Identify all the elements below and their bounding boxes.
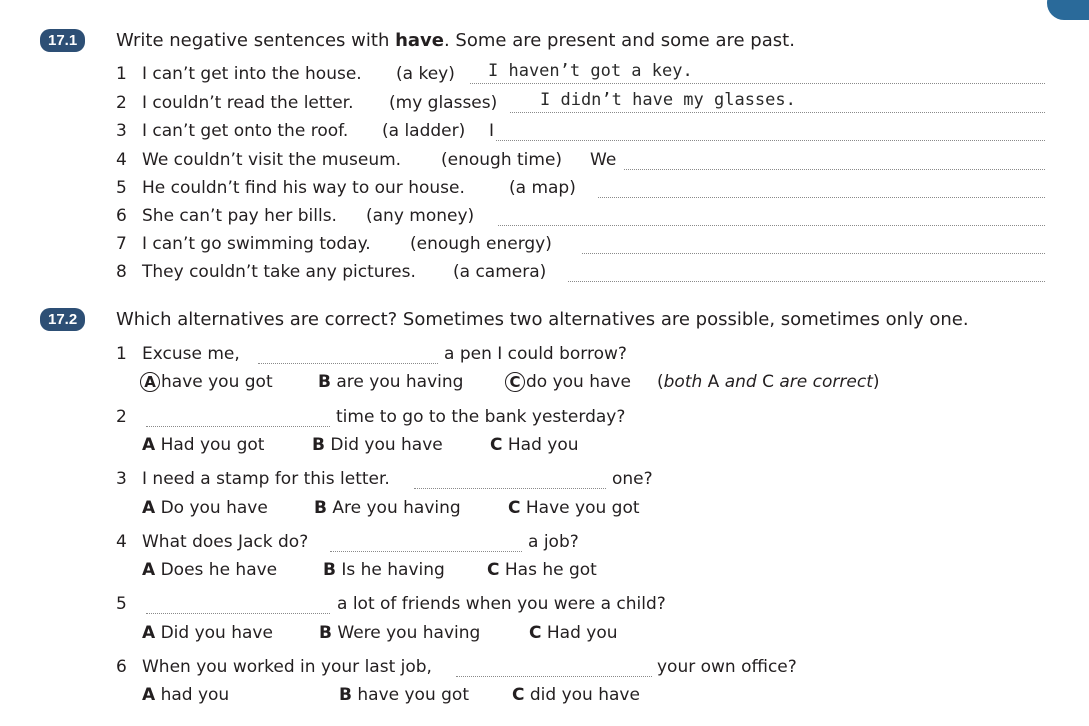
answer-blank[interactable] <box>510 111 1045 113</box>
answer-blank[interactable] <box>146 425 330 427</box>
option-a[interactable]: A Had you got <box>142 435 265 455</box>
answer-blank[interactable] <box>568 280 1045 282</box>
option-b[interactable]: B Are you having <box>314 498 461 518</box>
option-c[interactable]: C do you have <box>505 371 631 393</box>
option-b[interactable]: B have you got <box>339 685 469 705</box>
answer-blank[interactable] <box>470 82 1045 84</box>
item-sentence: I can’t get into the house. <box>142 64 362 84</box>
option-a[interactable]: A had you <box>142 685 230 705</box>
question-text-after: one? <box>612 469 653 489</box>
option-c[interactable]: C Have you got <box>508 498 640 518</box>
item-sentence: She can’t pay her bills. <box>142 206 337 226</box>
item-sentence: I can’t get onto the roof. <box>142 121 349 141</box>
item-number: 1 <box>116 64 127 84</box>
circled-letter-a: A <box>140 372 160 392</box>
option-c[interactable]: C Had you <box>490 435 579 455</box>
option-c[interactable]: C Has he got <box>487 560 597 580</box>
answer-blank[interactable] <box>258 362 438 364</box>
question-text-after: your own office? <box>657 657 797 677</box>
exercise-badge-17-2: 17.2 <box>40 308 85 331</box>
circled-letter-c: C <box>505 372 525 392</box>
answer-blank[interactable] <box>498 224 1045 226</box>
item-number: 8 <box>116 262 127 282</box>
exercise-badge-17-1: 17.1 <box>40 29 85 52</box>
item-starter: I <box>489 121 495 141</box>
item-sentence: They couldn’t take any pictures. <box>142 262 416 282</box>
answer-blank[interactable] <box>496 139 1045 141</box>
item-number: 3 <box>116 121 127 141</box>
item-cue: (a map) <box>509 178 576 198</box>
question-text-after: a pen I could borrow? <box>444 344 627 364</box>
option-c[interactable]: C did you have <box>512 685 640 705</box>
option-b[interactable]: B Were you having <box>319 623 481 643</box>
handwritten-answer: I haven’t got a key. <box>488 61 693 81</box>
item-cue: (enough energy) <box>410 234 552 254</box>
answer-blank[interactable] <box>582 252 1045 254</box>
option-b[interactable]: B are you having <box>318 372 464 392</box>
option-b[interactable]: B Is he having <box>323 560 445 580</box>
exercise-17-2-instruction: Which alternatives are correct? Sometimes two alternatives are possible, sometimes only one. <box>116 309 969 330</box>
item-cue: (my glasses) <box>389 93 498 113</box>
question-text-after: a job? <box>528 532 579 552</box>
answer-blank[interactable] <box>624 168 1045 170</box>
answer-note: (both A and C are correct) <box>657 372 880 392</box>
question-text-before: I need a stamp for this letter. <box>142 469 390 489</box>
handwritten-answer: I didn’t have my glasses. <box>540 90 796 110</box>
item-starter: We <box>590 150 617 170</box>
item-number: 4 <box>116 532 127 552</box>
item-sentence: He couldn’t find his way to our house. <box>142 178 465 198</box>
question-text-after: time to go to the bank yesterday? <box>336 407 626 427</box>
option-c[interactable]: C Had you <box>529 623 618 643</box>
question-text-before: Excuse me, <box>142 344 240 364</box>
item-cue: (a key) <box>396 64 455 84</box>
item-number: 2 <box>116 407 127 427</box>
answer-blank[interactable] <box>414 487 606 489</box>
option-a[interactable]: A have you got <box>140 371 273 393</box>
item-number: 3 <box>116 469 127 489</box>
item-sentence: I can’t go swimming today. <box>142 234 371 254</box>
option-b[interactable]: B Did you have <box>312 435 443 455</box>
item-number: 4 <box>116 150 127 170</box>
option-a[interactable]: A Does he have <box>142 560 278 580</box>
item-cue: (a ladder) <box>382 121 466 141</box>
answer-blank[interactable] <box>330 550 522 552</box>
item-number: 1 <box>116 344 127 364</box>
item-sentence: I couldn’t read the letter. <box>142 93 354 113</box>
item-cue: (a camera) <box>453 262 547 282</box>
item-number: 5 <box>116 594 127 614</box>
item-number: 5 <box>116 178 127 198</box>
corner-tab <box>1047 0 1089 20</box>
item-number: 2 <box>116 93 127 113</box>
item-number: 7 <box>116 234 127 254</box>
item-cue: (any money) <box>366 206 475 226</box>
item-sentence: We couldn’t visit the museum. <box>142 150 402 170</box>
answer-blank[interactable] <box>456 675 652 677</box>
question-text-before: What does Jack do? <box>142 532 309 552</box>
answer-blank[interactable] <box>146 612 330 614</box>
option-a[interactable]: A Do you have <box>142 498 268 518</box>
item-cue: (enough time) <box>441 150 563 170</box>
question-text-after: a lot of friends when you were a child? <box>337 594 666 614</box>
item-number: 6 <box>116 206 127 226</box>
answer-blank[interactable] <box>598 196 1045 198</box>
item-number: 6 <box>116 657 127 677</box>
question-text-before: When you worked in your last job, <box>142 657 432 677</box>
exercise-17-1-instruction: Write negative sentences with have. Some are present and some are past. <box>116 30 795 51</box>
option-a[interactable]: A Did you have <box>142 623 273 643</box>
